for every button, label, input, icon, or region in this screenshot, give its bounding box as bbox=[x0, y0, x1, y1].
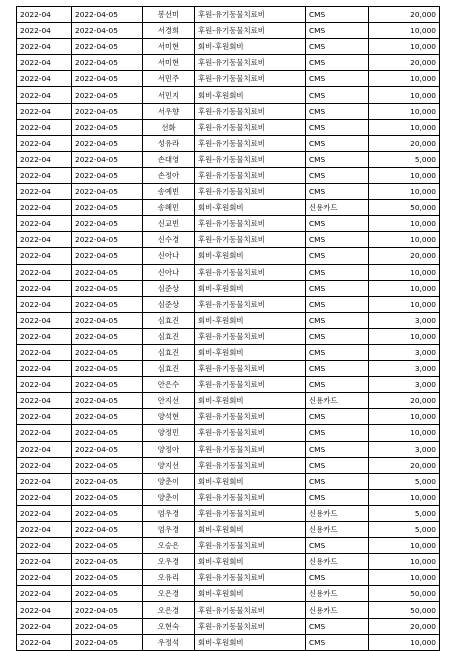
payment-method-cell: CMS bbox=[306, 344, 369, 360]
category-cell: 회비-후원회비 bbox=[195, 87, 306, 103]
month-cell: 2022-04 bbox=[17, 264, 72, 280]
date-cell: 2022-04-05 bbox=[72, 473, 143, 489]
date-cell: 2022-04-05 bbox=[72, 248, 143, 264]
date-cell: 2022-04-05 bbox=[72, 280, 143, 296]
date-cell: 2022-04-05 bbox=[72, 87, 143, 103]
donor-name-cell: 신교빈 bbox=[143, 216, 195, 232]
category-cell: 후원-유기동물치료비 bbox=[195, 71, 306, 87]
category-cell: 회비-후원회비 bbox=[195, 473, 306, 489]
table-row bbox=[17, 151, 440, 167]
month-cell: 2022-04 bbox=[17, 135, 72, 151]
date-cell: 2022-04-05 bbox=[72, 39, 143, 55]
category-cell: 후원-유기동물치료비 bbox=[195, 361, 306, 377]
payment-method-cell: 신용카드 bbox=[306, 200, 369, 216]
amount-cell: 5,000 bbox=[369, 151, 440, 167]
donor-name-cell: 양석현 bbox=[143, 409, 195, 425]
category-cell: 후원-유기동물치료비 bbox=[195, 489, 306, 505]
donor-name-cell: 양정아 bbox=[143, 441, 195, 457]
table-row bbox=[17, 522, 440, 538]
donor-name-cell: 오은경 bbox=[143, 586, 195, 602]
amount-cell: 3,000 bbox=[369, 377, 440, 393]
category-cell: 회비-후원회비 bbox=[195, 344, 306, 360]
payment-method-cell: CMS bbox=[306, 71, 369, 87]
month-cell: 2022-04 bbox=[17, 522, 72, 538]
amount-cell: 10,000 bbox=[369, 71, 440, 87]
payment-method-cell: CMS bbox=[306, 232, 369, 248]
month-cell: 2022-04 bbox=[17, 586, 72, 602]
donor-name-cell: 오승은 bbox=[143, 538, 195, 554]
donor-name-cell: 손대영 bbox=[143, 151, 195, 167]
category-cell: 회비-후원회비 bbox=[195, 39, 306, 55]
table-row bbox=[17, 425, 440, 441]
payment-method-cell: 신용카드 bbox=[306, 602, 369, 618]
month-cell: 2022-04 bbox=[17, 425, 72, 441]
payment-method-cell: CMS bbox=[306, 361, 369, 377]
month-cell: 2022-04 bbox=[17, 167, 72, 183]
date-cell: 2022-04-05 bbox=[72, 393, 143, 409]
date-cell: 2022-04-05 bbox=[72, 23, 143, 39]
category-cell: 후원-유기동물치료비 bbox=[195, 296, 306, 312]
month-cell: 2022-04 bbox=[17, 248, 72, 264]
donor-name-cell: 엄우경 bbox=[143, 522, 195, 538]
payment-method-cell: CMS bbox=[306, 409, 369, 425]
table-row bbox=[17, 377, 440, 393]
category-cell: 회비-후원회비 bbox=[195, 312, 306, 328]
payment-method-cell: CMS bbox=[306, 377, 369, 393]
amount-cell: 10,000 bbox=[369, 216, 440, 232]
payment-method-cell: CMS bbox=[306, 135, 369, 151]
amount-cell: 10,000 bbox=[369, 489, 440, 505]
donor-name-cell: 송예빈 bbox=[143, 184, 195, 200]
donor-name-cell: 심효진 bbox=[143, 344, 195, 360]
table-row bbox=[17, 184, 440, 200]
table-row bbox=[17, 248, 440, 264]
table-row bbox=[17, 167, 440, 183]
donor-name-cell: 신아나 bbox=[143, 264, 195, 280]
table-row bbox=[17, 55, 440, 71]
payment-method-cell: CMS bbox=[306, 634, 369, 650]
table-row bbox=[17, 232, 440, 248]
amount-cell: 3,000 bbox=[369, 312, 440, 328]
donor-name-cell: 선화 bbox=[143, 119, 195, 135]
amount-cell: 10,000 bbox=[369, 23, 440, 39]
month-cell: 2022-04 bbox=[17, 232, 72, 248]
donor-name-cell: 양춘이 bbox=[143, 489, 195, 505]
amount-cell: 50,000 bbox=[369, 602, 440, 618]
category-cell: 회비-후원회비 bbox=[195, 200, 306, 216]
donor-name-cell: 오현숙 bbox=[143, 618, 195, 634]
category-cell: 후원-유기동물치료비 bbox=[195, 184, 306, 200]
date-cell: 2022-04-05 bbox=[72, 602, 143, 618]
category-cell: 후원-유기동물치료비 bbox=[195, 23, 306, 39]
date-cell: 2022-04-05 bbox=[72, 570, 143, 586]
category-cell: 후원-유기동물치료비 bbox=[195, 377, 306, 393]
category-cell: 후원-유기동물치료비 bbox=[195, 570, 306, 586]
amount-cell: 20,000 bbox=[369, 618, 440, 634]
table-row bbox=[17, 554, 440, 570]
month-cell: 2022-04 bbox=[17, 441, 72, 457]
payment-method-cell: CMS bbox=[306, 457, 369, 473]
month-cell: 2022-04 bbox=[17, 87, 72, 103]
table-row bbox=[17, 538, 440, 554]
date-cell: 2022-04-05 bbox=[72, 71, 143, 87]
donor-name-cell: 손정아 bbox=[143, 167, 195, 183]
table-row bbox=[17, 119, 440, 135]
table-row bbox=[17, 489, 440, 505]
donor-name-cell: 우정석 bbox=[143, 634, 195, 650]
category-cell: 후원-유기동물치료비 bbox=[195, 167, 306, 183]
amount-cell: 10,000 bbox=[369, 184, 440, 200]
category-cell: 후원-유기동물치료비 bbox=[195, 264, 306, 280]
donor-name-cell: 봉선미 bbox=[143, 7, 195, 23]
table-row bbox=[17, 264, 440, 280]
category-cell: 후원-유기동물치료비 bbox=[195, 151, 306, 167]
table-row bbox=[17, 393, 440, 409]
month-cell: 2022-04 bbox=[17, 328, 72, 344]
payment-method-cell: CMS bbox=[306, 248, 369, 264]
amount-cell: 10,000 bbox=[369, 264, 440, 280]
amount-cell: 20,000 bbox=[369, 7, 440, 23]
payment-method-cell: CMS bbox=[306, 7, 369, 23]
payment-method-cell: 신용카드 bbox=[306, 554, 369, 570]
payment-method-cell: CMS bbox=[306, 167, 369, 183]
category-cell: 회비-후원회비 bbox=[195, 248, 306, 264]
amount-cell: 20,000 bbox=[369, 393, 440, 409]
donor-name-cell: 안지선 bbox=[143, 393, 195, 409]
payment-method-cell: CMS bbox=[306, 570, 369, 586]
table-row bbox=[17, 328, 440, 344]
date-cell: 2022-04-05 bbox=[72, 522, 143, 538]
category-cell: 후원-유기동물치료비 bbox=[195, 618, 306, 634]
month-cell: 2022-04 bbox=[17, 618, 72, 634]
month-cell: 2022-04 bbox=[17, 377, 72, 393]
month-cell: 2022-04 bbox=[17, 634, 72, 650]
table-row bbox=[17, 103, 440, 119]
table-row bbox=[17, 71, 440, 87]
table-row bbox=[17, 457, 440, 473]
category-cell: 후원-유기동물치료비 bbox=[195, 409, 306, 425]
date-cell: 2022-04-05 bbox=[72, 554, 143, 570]
month-cell: 2022-04 bbox=[17, 473, 72, 489]
table-row bbox=[17, 473, 440, 489]
date-cell: 2022-04-05 bbox=[72, 538, 143, 554]
date-cell: 2022-04-05 bbox=[72, 7, 143, 23]
ledger-body bbox=[17, 7, 440, 651]
month-cell: 2022-04 bbox=[17, 296, 72, 312]
donation-ledger-sheet bbox=[16, 6, 440, 651]
donor-name-cell: 서우향 bbox=[143, 103, 195, 119]
category-cell: 후원-유기동물치료비 bbox=[195, 7, 306, 23]
payment-method-cell: CMS bbox=[306, 55, 369, 71]
payment-method-cell: CMS bbox=[306, 328, 369, 344]
table-row bbox=[17, 570, 440, 586]
table-row bbox=[17, 441, 440, 457]
month-cell: 2022-04 bbox=[17, 489, 72, 505]
category-cell: 후원-유기동물치료비 bbox=[195, 216, 306, 232]
donor-name-cell: 신아나 bbox=[143, 248, 195, 264]
category-cell: 후원-유기동물치료비 bbox=[195, 602, 306, 618]
amount-cell: 10,000 bbox=[369, 296, 440, 312]
payment-method-cell: CMS bbox=[306, 489, 369, 505]
amount-cell: 50,000 bbox=[369, 586, 440, 602]
category-cell: 회비-후원회비 bbox=[195, 280, 306, 296]
table-row bbox=[17, 602, 440, 618]
month-cell: 2022-04 bbox=[17, 184, 72, 200]
payment-method-cell: CMS bbox=[306, 538, 369, 554]
date-cell: 2022-04-05 bbox=[72, 232, 143, 248]
date-cell: 2022-04-05 bbox=[72, 119, 143, 135]
donor-name-cell: 서미현 bbox=[143, 39, 195, 55]
date-cell: 2022-04-05 bbox=[72, 200, 143, 216]
amount-cell: 10,000 bbox=[369, 409, 440, 425]
amount-cell: 10,000 bbox=[369, 280, 440, 296]
payment-method-cell: CMS bbox=[306, 425, 369, 441]
donor-name-cell: 심효진 bbox=[143, 361, 195, 377]
amount-cell: 5,000 bbox=[369, 505, 440, 521]
table-row bbox=[17, 634, 440, 650]
category-cell: 회비-후원회비 bbox=[195, 522, 306, 538]
payment-method-cell: CMS bbox=[306, 618, 369, 634]
amount-cell: 10,000 bbox=[369, 538, 440, 554]
month-cell: 2022-04 bbox=[17, 119, 72, 135]
category-cell: 후원-유기동물치료비 bbox=[195, 119, 306, 135]
date-cell: 2022-04-05 bbox=[72, 312, 143, 328]
month-cell: 2022-04 bbox=[17, 361, 72, 377]
donor-name-cell: 심준상 bbox=[143, 296, 195, 312]
table-row bbox=[17, 200, 440, 216]
donor-name-cell: 안은수 bbox=[143, 377, 195, 393]
date-cell: 2022-04-05 bbox=[72, 505, 143, 521]
date-cell: 2022-04-05 bbox=[72, 184, 143, 200]
category-cell: 회비-후원회비 bbox=[195, 634, 306, 650]
table-row bbox=[17, 135, 440, 151]
amount-cell: 5,000 bbox=[369, 473, 440, 489]
table-row bbox=[17, 296, 440, 312]
month-cell: 2022-04 bbox=[17, 554, 72, 570]
amount-cell: 10,000 bbox=[369, 570, 440, 586]
month-cell: 2022-04 bbox=[17, 393, 72, 409]
month-cell: 2022-04 bbox=[17, 602, 72, 618]
month-cell: 2022-04 bbox=[17, 23, 72, 39]
amount-cell: 10,000 bbox=[369, 103, 440, 119]
date-cell: 2022-04-05 bbox=[72, 634, 143, 650]
date-cell: 2022-04-05 bbox=[72, 328, 143, 344]
payment-method-cell: CMS bbox=[306, 23, 369, 39]
category-cell: 후원-유기동물치료비 bbox=[195, 328, 306, 344]
donor-name-cell: 오유리 bbox=[143, 570, 195, 586]
payment-method-cell: 신용카드 bbox=[306, 393, 369, 409]
category-cell: 후원-유기동물치료비 bbox=[195, 55, 306, 71]
category-cell: 회비-후원회비 bbox=[195, 393, 306, 409]
category-cell: 회비-후원회비 bbox=[195, 586, 306, 602]
date-cell: 2022-04-05 bbox=[72, 586, 143, 602]
category-cell: 후원-유기동물치료비 bbox=[195, 505, 306, 521]
payment-method-cell: CMS bbox=[306, 87, 369, 103]
date-cell: 2022-04-05 bbox=[72, 296, 143, 312]
payment-method-cell: 신용카드 bbox=[306, 586, 369, 602]
table-row bbox=[17, 280, 440, 296]
amount-cell: 10,000 bbox=[369, 87, 440, 103]
date-cell: 2022-04-05 bbox=[72, 167, 143, 183]
donor-name-cell: 서경희 bbox=[143, 23, 195, 39]
donor-name-cell: 서민주 bbox=[143, 71, 195, 87]
table-row bbox=[17, 409, 440, 425]
month-cell: 2022-04 bbox=[17, 409, 72, 425]
donor-name-cell: 오은경 bbox=[143, 602, 195, 618]
donor-name-cell: 오우경 bbox=[143, 554, 195, 570]
date-cell: 2022-04-05 bbox=[72, 264, 143, 280]
month-cell: 2022-04 bbox=[17, 505, 72, 521]
month-cell: 2022-04 bbox=[17, 280, 72, 296]
date-cell: 2022-04-05 bbox=[72, 377, 143, 393]
date-cell: 2022-04-05 bbox=[72, 441, 143, 457]
month-cell: 2022-04 bbox=[17, 71, 72, 87]
category-cell: 회비-후원회비 bbox=[195, 554, 306, 570]
amount-cell: 20,000 bbox=[369, 135, 440, 151]
date-cell: 2022-04-05 bbox=[72, 135, 143, 151]
month-cell: 2022-04 bbox=[17, 200, 72, 216]
donor-name-cell: 성유라 bbox=[143, 135, 195, 151]
table-row bbox=[17, 312, 440, 328]
month-cell: 2022-04 bbox=[17, 570, 72, 586]
payment-method-cell: 신용카드 bbox=[306, 522, 369, 538]
payment-method-cell: CMS bbox=[306, 119, 369, 135]
amount-cell: 10,000 bbox=[369, 554, 440, 570]
payment-method-cell: CMS bbox=[306, 216, 369, 232]
date-cell: 2022-04-05 bbox=[72, 216, 143, 232]
date-cell: 2022-04-05 bbox=[72, 618, 143, 634]
category-cell: 후원-유기동물치료비 bbox=[195, 135, 306, 151]
payment-method-cell: CMS bbox=[306, 473, 369, 489]
donor-name-cell: 서민지 bbox=[143, 87, 195, 103]
table-row bbox=[17, 7, 440, 23]
amount-cell: 10,000 bbox=[369, 232, 440, 248]
month-cell: 2022-04 bbox=[17, 538, 72, 554]
table-row bbox=[17, 586, 440, 602]
table-row bbox=[17, 23, 440, 39]
month-cell: 2022-04 bbox=[17, 55, 72, 71]
category-cell: 후원-유기동물치료비 bbox=[195, 425, 306, 441]
month-cell: 2022-04 bbox=[17, 312, 72, 328]
donor-name-cell: 심준상 bbox=[143, 280, 195, 296]
donor-name-cell: 신수경 bbox=[143, 232, 195, 248]
date-cell: 2022-04-05 bbox=[72, 489, 143, 505]
payment-method-cell: 신용카드 bbox=[306, 505, 369, 521]
amount-cell: 10,000 bbox=[369, 425, 440, 441]
amount-cell: 20,000 bbox=[369, 457, 440, 473]
amount-cell: 10,000 bbox=[369, 39, 440, 55]
date-cell: 2022-04-05 bbox=[72, 55, 143, 71]
date-cell: 2022-04-05 bbox=[72, 457, 143, 473]
amount-cell: 3,000 bbox=[369, 344, 440, 360]
donor-name-cell: 서미현 bbox=[143, 55, 195, 71]
donor-name-cell: 양지선 bbox=[143, 457, 195, 473]
donor-name-cell: 심효진 bbox=[143, 312, 195, 328]
month-cell: 2022-04 bbox=[17, 457, 72, 473]
amount-cell: 10,000 bbox=[369, 634, 440, 650]
table-row bbox=[17, 618, 440, 634]
payment-method-cell: CMS bbox=[306, 296, 369, 312]
table-row bbox=[17, 361, 440, 377]
payment-method-cell: CMS bbox=[306, 441, 369, 457]
category-cell: 후원-유기동물치료비 bbox=[195, 538, 306, 554]
date-cell: 2022-04-05 bbox=[72, 409, 143, 425]
donor-name-cell: 엄우경 bbox=[143, 505, 195, 521]
payment-method-cell: CMS bbox=[306, 264, 369, 280]
table-row bbox=[17, 216, 440, 232]
amount-cell: 5,000 bbox=[369, 522, 440, 538]
amount-cell: 50,000 bbox=[369, 200, 440, 216]
month-cell: 2022-04 bbox=[17, 103, 72, 119]
category-cell: 후원-유기동물치료비 bbox=[195, 457, 306, 473]
table-row bbox=[17, 505, 440, 521]
date-cell: 2022-04-05 bbox=[72, 344, 143, 360]
date-cell: 2022-04-05 bbox=[72, 425, 143, 441]
donation-ledger-table bbox=[16, 6, 440, 651]
month-cell: 2022-04 bbox=[17, 216, 72, 232]
donor-name-cell: 심효진 bbox=[143, 328, 195, 344]
date-cell: 2022-04-05 bbox=[72, 151, 143, 167]
amount-cell: 10,000 bbox=[369, 328, 440, 344]
donor-name-cell: 양춘이 bbox=[143, 473, 195, 489]
payment-method-cell: CMS bbox=[306, 103, 369, 119]
payment-method-cell: CMS bbox=[306, 151, 369, 167]
category-cell: 후원-유기동물치료비 bbox=[195, 103, 306, 119]
date-cell: 2022-04-05 bbox=[72, 103, 143, 119]
amount-cell: 10,000 bbox=[369, 167, 440, 183]
month-cell: 2022-04 bbox=[17, 151, 72, 167]
donor-name-cell: 양정민 bbox=[143, 425, 195, 441]
month-cell: 2022-04 bbox=[17, 7, 72, 23]
donor-name-cell: 송혜민 bbox=[143, 200, 195, 216]
amount-cell: 3,000 bbox=[369, 361, 440, 377]
amount-cell: 20,000 bbox=[369, 248, 440, 264]
table-row bbox=[17, 39, 440, 55]
table-row bbox=[17, 344, 440, 360]
payment-method-cell: CMS bbox=[306, 184, 369, 200]
payment-method-cell: CMS bbox=[306, 39, 369, 55]
payment-method-cell: CMS bbox=[306, 312, 369, 328]
amount-cell: 10,000 bbox=[369, 119, 440, 135]
payment-method-cell: CMS bbox=[306, 280, 369, 296]
month-cell: 2022-04 bbox=[17, 344, 72, 360]
category-cell: 후원-유기동물치료비 bbox=[195, 441, 306, 457]
amount-cell: 20,000 bbox=[369, 55, 440, 71]
category-cell: 후원-유기동물치료비 bbox=[195, 232, 306, 248]
table-row bbox=[17, 87, 440, 103]
amount-cell: 3,000 bbox=[369, 441, 440, 457]
month-cell: 2022-04 bbox=[17, 39, 72, 55]
date-cell: 2022-04-05 bbox=[72, 361, 143, 377]
